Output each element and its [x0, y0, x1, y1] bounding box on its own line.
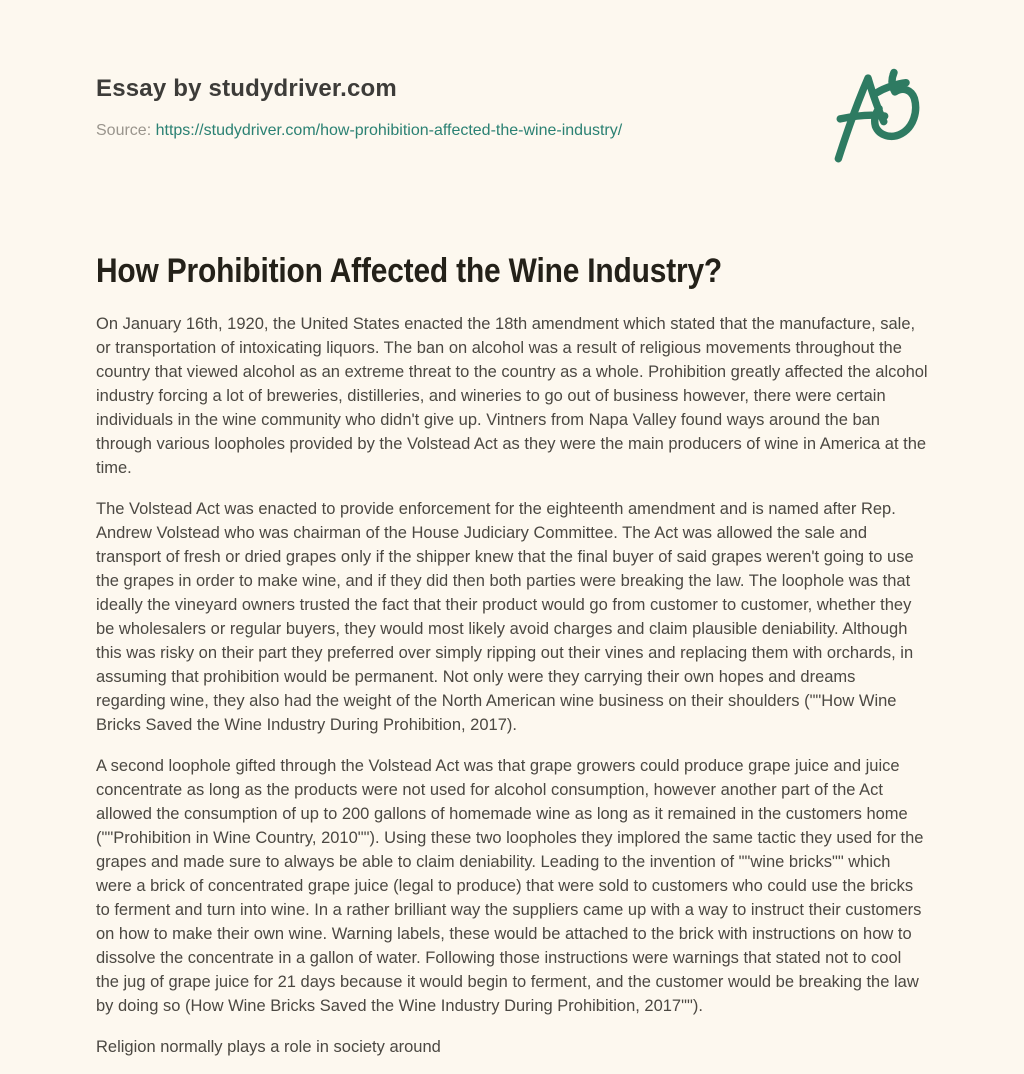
essay-title — [96, 249, 928, 293]
source-label: Source: — [96, 122, 152, 139]
essay-byline: Essay by studydriver.com — [96, 75, 397, 102]
studydriver-a-plus-logo — [830, 64, 932, 170]
essay-paragraph: The Volstead Act was enacted to provide enforcement for the eighteenth amendment and is named after Rep. Andrew Volstead who was chairman of the House Judiciary Committee. The Act was allowed the sale and transport of fresh or dried grapes only if the shipper knew that the final buyer of said grapes weren't going to use the grapes in order to make wine, and if they did then both parties were breaking the law. The loophole was that ideally the vineyard owners trusted the fact that their product would go from customer to customer, whether they be wholesalers or regular buyers, they would most likely avoid charges and claim plausible deniability. Although this was risky on their part they preferred over simply ripping out their vines and replacing them with orchards, in assuming that prohibition would be permanent. Not only were they carrying their own hopes and dreams regarding wine, they also had the weight of the North American wine business on their shoulders (""How Wine Bricks Saved the Wine Industry During Prohibition, 2017). — [96, 500, 914, 734]
essay-title-text: How Prohibition Affected the Wine Industry? — [96, 252, 723, 290]
essay-paragraph: On January 16th, 1920, the United States enacted the 18th amendment which stated that the manufacture, sale, or transportation of intoxicating liquors. The ban on alcohol was a result of religious movements throughout the country that viewed alcohol as an extreme threat to the country as a whole. Prohibition greatly affected the alcohol industry forcing a lot of breweries, distilleries, and wineries to go out of business however, there were certain individuals in the wine community who didn't give up. Vintners from Napa Valley found ways around the ban through various loopholes provided by the Volstead Act as they were the main producers of wine in America at the time. — [96, 315, 928, 477]
a-plus-grade-icon — [830, 64, 932, 170]
source-line — [96, 120, 928, 141]
essay-paragraph: A second loophole gifted through the Volstead Act was that grape growers could produce grape juice and juice concentrate as long as the products were not used for alcohol consumption, however another part of the Act allowed the consumption of up to 200 gallons of homemade wine as long as it remained in the customers home (""Prohibition in Wine Country, 2010""). Using these two loopholes they implored the same tactic they used for the grapes and made sure to always be able to claim deniability. Leading to the invention of ""wine bricks"" which were a brick of concentrated grape juice (legal to produce) that were sold to customers who could use the bricks to ferment and turn into wine. In a rather brilliant way the suppliers came up with a way to instruct their customers on how to make their own wine. Warning labels, these would be attached to the brick with instructions on how to dissolve the concentrate in a gallon of water. Following those instructions were warnings that stated not to cool the jug of grape juice for 21 days because it would begin to ferment, and the customer would be breaking the law by doing so (How Wine Bricks Saved the Wine Industry During Prohibition, 2017""). — [96, 757, 924, 1015]
source-link[interactable]: https://studydriver.com/how-prohibition-affected-the-wine-industry/ — [155, 122, 623, 139]
essay-body — [96, 312, 928, 1059]
document-header — [96, 0, 928, 141]
essay-paragraph: Religion normally plays a role in society around — [96, 1038, 441, 1056]
